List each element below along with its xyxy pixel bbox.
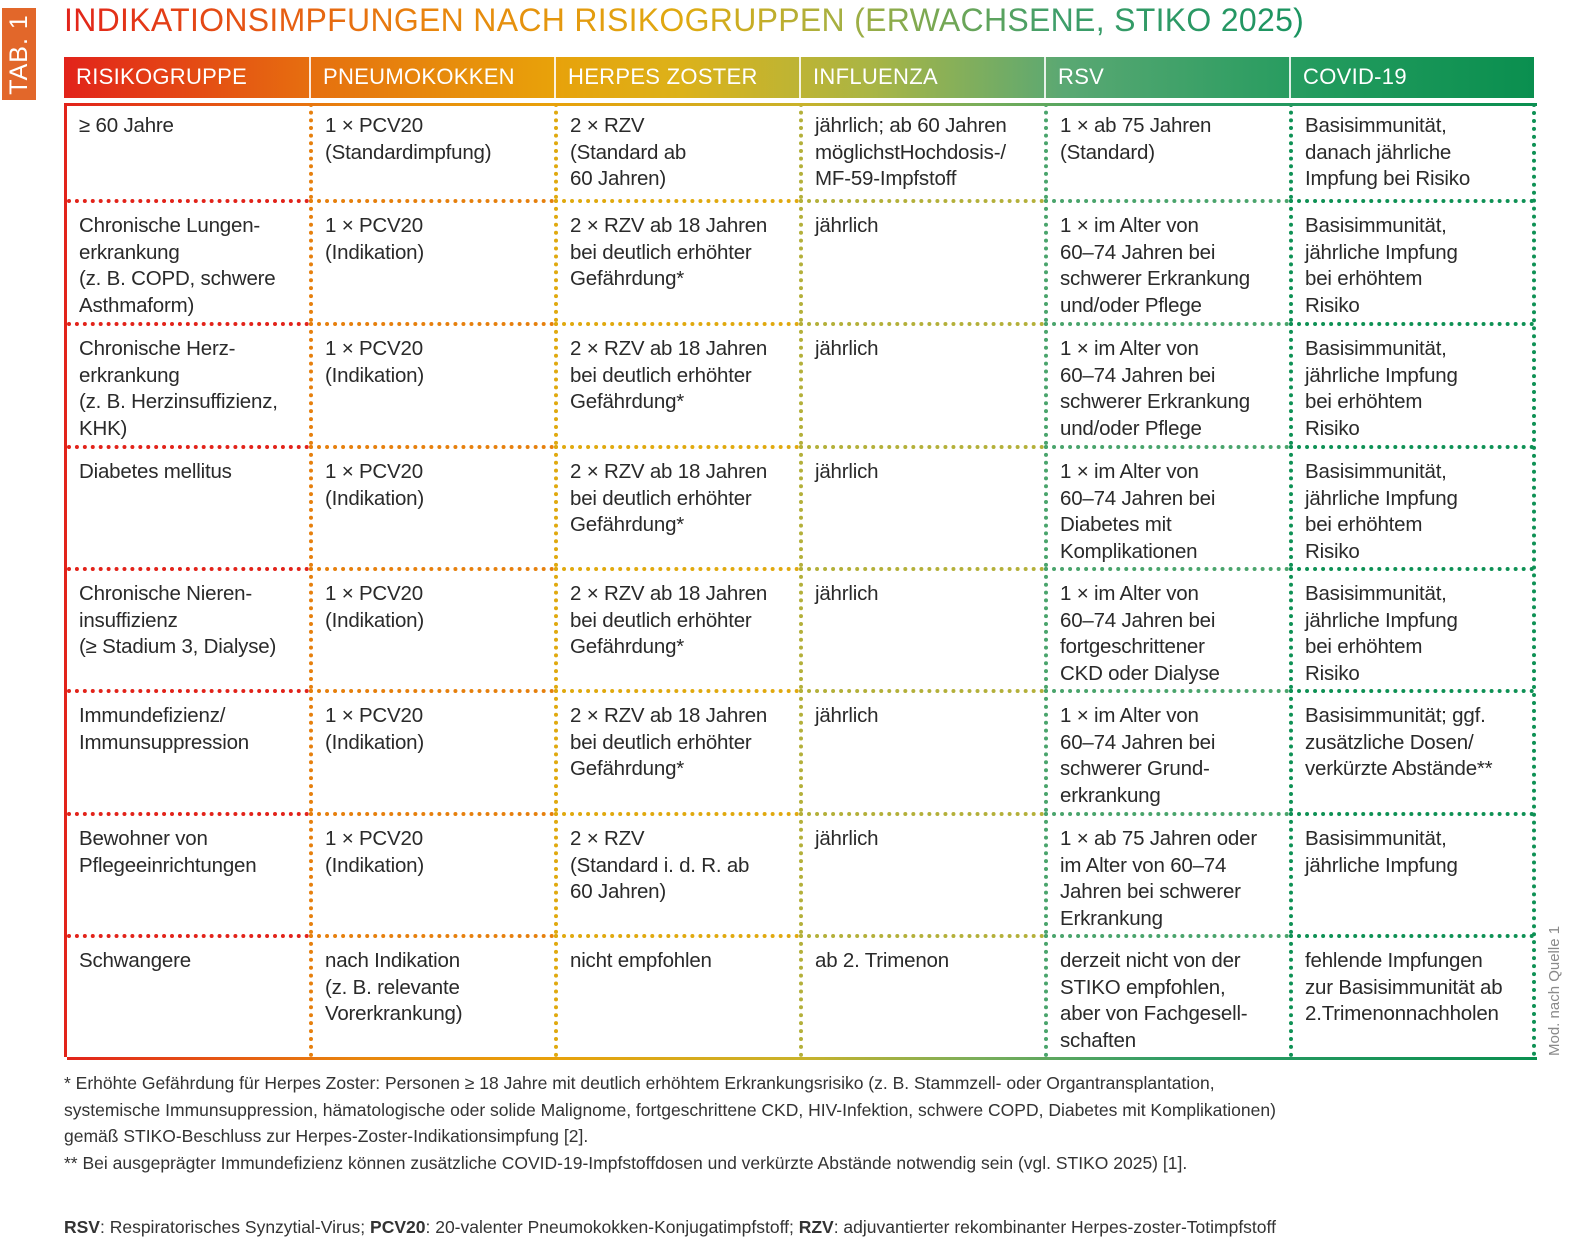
vaccination-table: [64, 103, 1534, 1057]
cell-herpes-zoster: 2 × RZV (Standard ab 60 Jahren): [554, 103, 799, 199]
cell-risikogruppe: Schwangere: [67, 934, 309, 1057]
cell-pneumokokken: 1 × PCV20 (Indikation): [309, 689, 554, 812]
page-title: INDIKATIONSIMPFUNGEN NACH RISIKOGRUPPEN (ERWACHSENE, STIKO 2025): [64, 2, 1305, 38]
footnote-star: * Erhöhte Gefährdung für Herpes Zoster: Personen ≥ 18 Jahre mit deutlich erhöhtem Erkrankungsrisiko (z. B. Stammzell- oder Organtransplantation, systemische Immunsuppression, hämatologische oder solide Malignome, fortgeschrittene CKD, HIV-Infektion, schwere COPD, Diabetes mit Komplikationen) gemäß STIKO-Beschluss zur Herpes-Zoster-Indikationsimpfung [2].: [64, 1073, 1276, 1146]
cell-pneumokokken: 1 × PCV20 (Indikation): [309, 322, 554, 445]
cell-herpes-zoster: 2 × RZV ab 18 Jahren bei deutlich erhöhter Gefährdung*: [554, 322, 799, 445]
cell-covid-19: Basisimmunität, jährliche Impfung bei erhöhtem Risiko: [1289, 445, 1534, 567]
cell-pneumokokken: 1 × PCV20 (Indikation): [309, 445, 554, 567]
source-note: Mod. nach Quelle 1: [1546, 925, 1563, 1056]
table-row: [67, 689, 1534, 812]
header-herpes-zoster: HERPES ZOSTER: [554, 57, 799, 98]
cell-influenza: jährlich: [799, 567, 1044, 689]
cell-herpes-zoster: 2 × RZV ab 18 Jahren bei deutlich erhöhter Gefährdung*: [554, 445, 799, 567]
table-row: [67, 934, 1534, 1057]
table-top-border: [67, 103, 1537, 106]
abbr-pcv20-text: : 20-valenter Pneumokokken-Konjugatimpfstoff;: [425, 1216, 799, 1237]
table-row: [67, 322, 1534, 445]
header-pneumokokken: PNEUMOKOKKEN: [309, 57, 554, 98]
cell-covid-19: Basisimmunität, jährliche Impfung bei erhöhtem Risiko: [1289, 567, 1534, 689]
cell-influenza: jährlich: [799, 322, 1044, 445]
cell-herpes-zoster: 2 × RZV (Standard i. d. R. ab 60 Jahren): [554, 812, 799, 934]
abbr-rsv-text: : Respiratorisches Synzytial-Virus;: [99, 1216, 371, 1237]
cell-pneumokokken: 1 × PCV20 (Indikation): [309, 567, 554, 689]
header-rsv: RSV: [1044, 57, 1289, 98]
cell-covid-19: Basisimmunität; ggf. zusätzliche Dosen/ verkürzte Abstände**: [1289, 689, 1534, 812]
cell-rsv: 1 × ab 75 Jahren (Standard): [1044, 103, 1289, 199]
table-number-text: TAB. 1: [4, 13, 33, 95]
table-row: [67, 812, 1534, 934]
cell-pneumokokken: 1 × PCV20 (Standardimpfung): [309, 103, 554, 199]
footnote-double-star: ** Bei ausgeprägter Immundefizienz können zusätzliche COVID-19-Impfstoffdosen und verkürzte Abstände notwendig sein (vgl. STIKO 2025) [1].: [64, 1153, 1188, 1173]
cell-pneumokokken: 1 × PCV20 (Indikation): [309, 199, 554, 322]
cell-covid-19: Basisimmunität, jährliche Impfung bei erhöhtem Risiko: [1289, 322, 1534, 445]
cell-risikogruppe: Chronische Lungen- erkrankung (z. B. COPD, schwere Asthmaform): [67, 199, 309, 322]
cell-risikogruppe: Chronische Nieren- insuffizienz (≥ Stadium 3, Dialyse): [67, 567, 309, 689]
cell-influenza: ab 2. Trimenon: [799, 934, 1044, 1057]
header-influenza: INFLUENZA: [799, 57, 1044, 98]
cell-rsv: derzeit nicht von der STIKO empfohlen, aber von Fachgesell- schaften: [1044, 934, 1289, 1057]
cell-pneumokokken: nach Indikation (z. B. relevante Vorerkrankung): [309, 934, 554, 1057]
cell-rsv: 1 × ab 75 Jahren oder im Alter von 60–74 Jahren bei schwerer Erkrankung: [1044, 812, 1289, 934]
cell-risikogruppe: Immundefizienz/ Immunsuppression: [67, 689, 309, 812]
cell-influenza: jährlich: [799, 689, 1044, 812]
cell-rsv: 1 × im Alter von 60–74 Jahren bei fortgeschrittener CKD oder Dialyse: [1044, 567, 1289, 689]
cell-rsv: 1 × im Alter von 60–74 Jahren bei schwerer Grund- erkrankung: [1044, 689, 1289, 812]
table-row: [67, 199, 1534, 322]
abbr-rsv: RSV: [64, 1216, 100, 1237]
cell-risikogruppe: ≥ 60 Jahre: [79, 114, 174, 137]
cell-herpes-zoster: nicht empfohlen: [554, 934, 799, 1057]
cell-herpes-zoster: 2 × RZV ab 18 Jahren bei deutlich erhöhter Gefährdung*: [554, 689, 799, 812]
abbreviations: [64, 1187, 1276, 1240]
table-right-border: [1532, 103, 1536, 1057]
table-row: [67, 103, 1534, 199]
cell-rsv: 1 × im Alter von 60–74 Jahren bei schwerer Erkrankung und/oder Pflege: [1044, 322, 1289, 445]
cell-rsv: 1 × im Alter von 60–74 Jahren bei Diabetes mit Komplikationen: [1044, 445, 1289, 567]
table-number-label: [2, 8, 36, 100]
abbr-pcv20: PCV20: [370, 1216, 426, 1237]
table-row: [67, 445, 1534, 567]
cell-risikogruppe: Chronische Herz- erkrankung (z. B. Herzinsuffizienz, KHK): [67, 322, 309, 445]
cell-rsv: 1 × im Alter von 60–74 Jahren bei schwerer Erkrankung und/oder Pflege: [1044, 199, 1289, 322]
cell-covid-19: Basisimmunität, danach jährliche Impfung bei Risiko: [1289, 103, 1534, 199]
cell-covid-19: Basisimmunität, jährliche Impfung bei erhöhtem Risiko: [1289, 199, 1534, 322]
abbr-rzv: RZV: [798, 1216, 834, 1237]
table-header: [64, 57, 1534, 98]
cell-covid-19: fehlende Impfungen zur Basisimmunität ab 2.Trimenonnachholen: [1289, 934, 1534, 1057]
cell-risikogruppe: Diabetes mellitus: [67, 445, 309, 567]
cell-risikogruppe: Bewohner von Pflegeeinrichtungen: [67, 812, 309, 934]
cell-herpes-zoster: 2 × RZV ab 18 Jahren bei deutlich erhöhter Gefährdung*: [554, 199, 799, 322]
header-risikogruppe: RISIKOGRUPPE: [76, 64, 248, 89]
cell-pneumokokken: 1 × PCV20 (Indikation): [309, 812, 554, 934]
table-row: [67, 567, 1534, 689]
cell-covid-19: Basisimmunität, jährliche Impfung: [1289, 812, 1534, 934]
cell-influenza: jährlich; ab 60 Jahren möglichstHochdosis-/ MF-59-Impfstoff: [799, 103, 1044, 199]
table-bottom-border: [67, 1057, 1537, 1060]
cell-influenza: jährlich: [799, 445, 1044, 567]
header-covid-19: COVID-19: [1289, 57, 1534, 98]
abbr-rzv-text: : adjuvantierter rekombinanter Herpes-zoster-Totimpfstoff: [833, 1216, 1276, 1237]
cell-influenza: jährlich: [799, 199, 1044, 322]
cell-herpes-zoster: 2 × RZV ab 18 Jahren bei deutlich erhöhter Gefährdung*: [554, 567, 799, 689]
cell-influenza: jährlich: [799, 812, 1044, 934]
